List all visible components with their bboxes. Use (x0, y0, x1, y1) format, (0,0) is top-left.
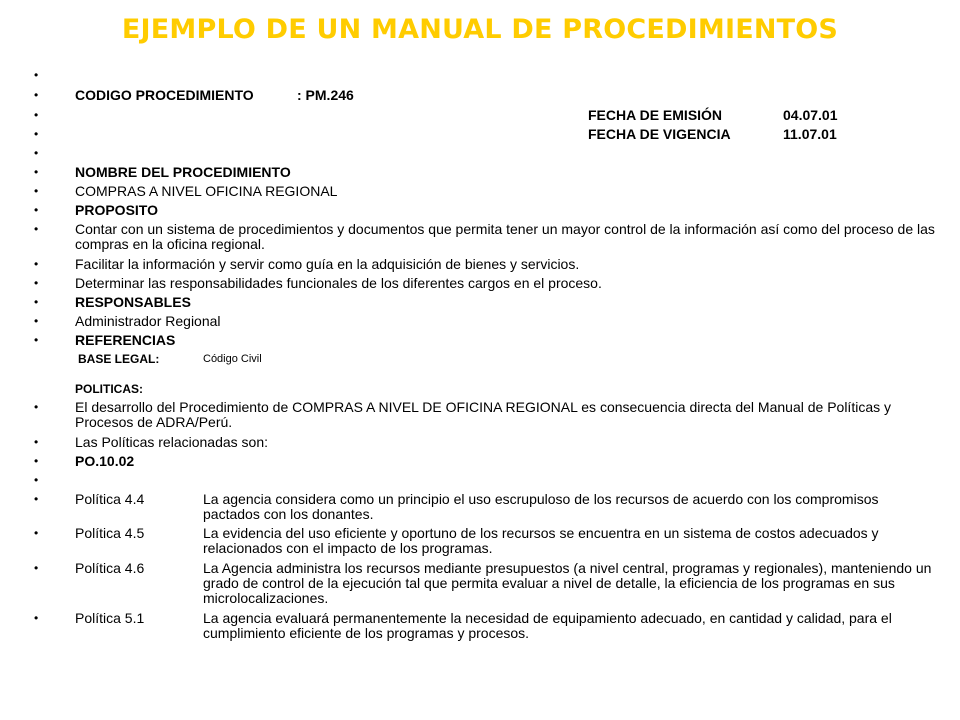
policy-text: La agencia considera como un principio el uso escrupuloso de los recursos de acuerdo con los compromisos pactados con los donantes. (203, 491, 879, 522)
bullet-glyph: • (34, 203, 39, 217)
proposito-item: Contar con un sistema de procedimientos y documentos que permita tener un mayor control de la información así como del proceso de las compras en la oficina regional. (75, 221, 935, 252)
page-title: EJEMPLO DE UN MANUAL DE PROCEDIMIENTOS (121, 14, 839, 45)
proposito-item: Facilitar la información y servir como guía en la adquisición de bienes y servicios. (75, 256, 580, 272)
bullet-glyph: • (34, 333, 39, 347)
bullet-glyph: • (34, 314, 39, 328)
proposito-item: Determinar las responsabilidades funcionales de los diferentes cargos en el proceso. (75, 275, 602, 291)
bullet-glyph: • (34, 611, 39, 625)
base-legal-value: Código Civil (203, 353, 262, 365)
bullet-glyph: • (34, 295, 39, 309)
politicas-label: POLITICAS: (75, 382, 143, 396)
bullet-glyph: • (34, 473, 39, 487)
policy-text: La Agencia administra los recursos mediante presupuestos (a nivel central, programas y regionales), manteniendo un grado de control de la ejecución tal que permita evaluar a nivel de detalle, la eficiencia de los programas en sus microlocalizaciones. (203, 560, 932, 606)
bullet-glyph: • (34, 492, 39, 506)
nombre-heading: NOMBRE DEL PROCEDIMIENTO (75, 164, 291, 180)
fecha-emision-value: 04.07.01 (783, 107, 838, 123)
responsables-value: Administrador Regional (75, 313, 221, 329)
bullet-glyph: • (34, 146, 39, 160)
po-code: PO.10.02 (75, 453, 135, 469)
bullet-glyph: • (34, 108, 39, 122)
politicas-item: El desarrollo del Procedimiento de COMPRAS A NIVEL DE OFICINA REGIONAL es consecuencia directa del Manual de Políticas y Procesos de ADRA/Perú. (75, 399, 891, 430)
policy-name: Política 4.6 (75, 560, 145, 576)
policy-name: Política 4.4 (75, 491, 145, 507)
bullet-glyph: • (34, 184, 39, 198)
bullet-glyph: • (34, 127, 39, 141)
bullet-glyph: • (34, 222, 39, 236)
base-legal-label: BASE LEGAL: (78, 352, 160, 366)
fecha-vigencia-value: 11.07.01 (783, 126, 837, 142)
responsables-heading: RESPONSABLES (75, 294, 191, 310)
bullet-glyph: • (34, 276, 39, 290)
bullet-glyph: • (34, 435, 39, 449)
referencias-heading: REFERENCIAS (75, 332, 176, 348)
bullet-glyph: • (34, 561, 39, 575)
policy-text: La evidencia del uso eficiente y oportuno de los recursos se encuentra en un sistema de costos adecuados y relacionados con el impacto de los programas. (203, 525, 879, 556)
policy-name: Política 4.5 (75, 525, 145, 541)
fecha-vigencia-label: FECHA DE VIGENCIA (588, 126, 731, 142)
politicas-item: Las Políticas relacionadas son: (75, 434, 268, 450)
bullet-glyph: • (34, 68, 39, 82)
bullet-glyph: • (34, 257, 39, 271)
nombre-value: COMPRAS A NIVEL OFICINA REGIONAL (75, 183, 338, 199)
bullet-glyph: • (34, 454, 39, 468)
bullet-glyph: • (34, 88, 39, 102)
fecha-emision-label: FECHA DE EMISIÓN (588, 107, 723, 123)
proposito-heading: PROPOSITO (75, 202, 158, 218)
codigo-value: : PM.246 (297, 87, 354, 103)
policy-name: Política 5.1 (75, 610, 145, 626)
bullet-glyph: • (34, 526, 39, 540)
bullet-glyph: • (34, 165, 39, 179)
codigo-label: CODIGO PROCEDIMIENTO (75, 87, 254, 103)
bullet-glyph: • (34, 400, 39, 414)
policy-text: La agencia evaluará permanentemente la necesidad de equipamiento adecuado, en cantidad y calidad, para el cumplimiento eficiente de los programas y procesos. (203, 610, 892, 641)
